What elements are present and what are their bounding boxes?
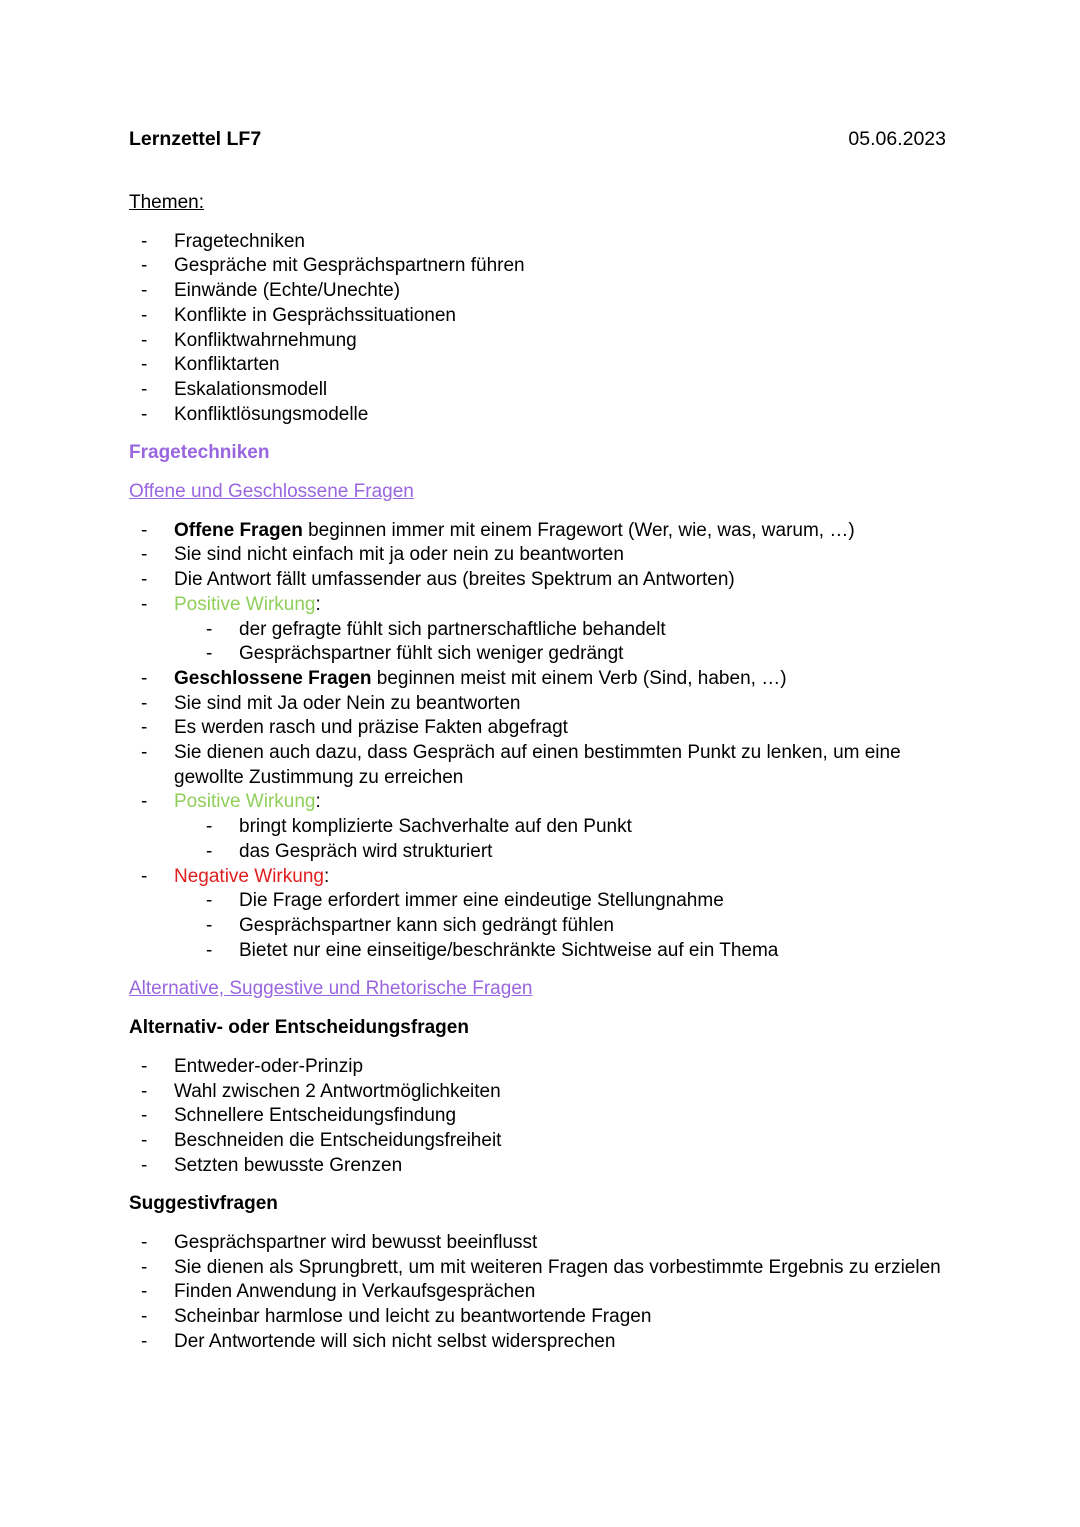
- document-body: [129, 191, 949, 1355]
- section-heading-fragetechniken: Fragetechniken: [129, 442, 270, 464]
- list-item: [129, 519, 949, 544]
- themen-list: [129, 230, 949, 428]
- list-item: - Scheinbar harmlose und leicht zu beantwortende Fragen: [129, 1305, 949, 1330]
- list-item: [129, 790, 949, 815]
- list-item: - Sie dienen auch dazu, dass Gespräch auf einen bestimmten Punkt zu lenken, um eine gewollte Zustimmung zu erreichen: [129, 741, 949, 790]
- list-item: - Bietet nur eine einseitige/beschränkte Sichtweise auf ein Thema: [129, 939, 949, 964]
- suggestivfragen-list: [129, 1231, 949, 1355]
- positive-label: Positive Wirkung: [174, 593, 316, 615]
- document-date: 05.06.2023: [848, 128, 946, 150]
- alternativfragen-list: [129, 1055, 949, 1179]
- list-item: - Schnellere Entscheidungsfindung: [129, 1104, 949, 1129]
- list-item: [129, 593, 949, 618]
- list-item: - das Gespräch wird strukturiert: [129, 840, 949, 865]
- list-item: - Die Antwort fällt umfassender aus (breites Spektrum an Antworten): [129, 568, 949, 593]
- list-item: - Konfliktwahrnehmung: [129, 329, 949, 354]
- bold-term: Offene Fragen: [174, 519, 303, 541]
- list-item: - bringt komplizierte Sachverhalte auf den Punkt: [129, 815, 949, 840]
- heading-suggestivfragen: Suggestivfragen: [129, 1193, 278, 1215]
- list-item: [129, 667, 949, 692]
- bold-term: Geschlossene Fragen: [174, 667, 372, 689]
- list-item: - Konfliktlösungsmodelle: [129, 403, 949, 428]
- positive-label: Positive Wirkung: [174, 791, 316, 813]
- offene-positive-list: [129, 618, 949, 667]
- list-item: - Gesprächspartner fühlt sich weniger gedrängt: [129, 642, 949, 667]
- list-item: - Die Frage erfordert immer eine eindeutige Stellungnahme: [129, 889, 949, 914]
- list-item: - der gefragte fühlt sich partnerschaftliche behandelt: [129, 618, 949, 643]
- list-item: - Einwände (Echte/Unechte): [129, 279, 949, 304]
- document-header: [129, 128, 946, 154]
- list-item: - Beschneiden die Entscheidungsfreiheit: [129, 1129, 949, 1154]
- colon: :: [323, 865, 330, 887]
- geschlossene-negative-label-list: [129, 865, 949, 890]
- list-item: - Finden Anwendung in Verkaufsgesprächen: [129, 1280, 949, 1305]
- list-item: - Fragetechniken: [129, 230, 949, 255]
- list-item: - Gespräche mit Gesprächspartnern führen: [129, 254, 949, 279]
- item-text: beginnen meist mit einem Verb (Sind, haben, …): [371, 667, 787, 689]
- offene-fragen-list: [129, 519, 949, 618]
- list-item: - Setzten bewusste Grenzen: [129, 1154, 949, 1179]
- list-item: - Konfliktarten: [129, 353, 949, 378]
- list-item: - Sie dienen als Sprungbrett, um mit weiteren Fragen das vorbestimmte Ergebnis zu erzielen: [129, 1256, 949, 1281]
- list-item: - Eskalationsmodell: [129, 378, 949, 403]
- list-item: - Entweder-oder-Prinzip: [129, 1055, 949, 1080]
- list-item: - Gesprächspartner kann sich gedrängt fühlen: [129, 914, 949, 939]
- colon: :: [315, 791, 321, 813]
- item-text: beginnen immer mit einem Fragewort (Wer, wie, was, warum, …): [302, 519, 855, 541]
- list-item: - Der Antwortende will sich nicht selbst widersprechen: [129, 1330, 949, 1355]
- list-item: - Konflikte in Gesprächssituationen: [129, 304, 949, 329]
- list-item: - Gesprächspartner wird bewusst beeinflusst: [129, 1231, 949, 1256]
- subsection-link-alternative[interactable]: Alternative, Suggestive und Rhetorische Fragen: [129, 978, 533, 1000]
- geschlossene-fragen-list: [129, 667, 949, 815]
- list-item: - Sie sind mit Ja oder Nein zu beantworten: [129, 692, 949, 717]
- list-item: - Sie sind nicht einfach mit ja oder nein zu beantworten: [129, 543, 949, 568]
- subsection-link-offene-geschlossene[interactable]: Offene und Geschlossene Fragen: [129, 481, 414, 503]
- colon: :: [315, 593, 321, 615]
- themen-label: Themen:: [129, 192, 204, 213]
- heading-alternativfragen: Alternativ- oder Entscheidungsfragen: [129, 1017, 469, 1039]
- list-item: - Wahl zwischen 2 Antwortmöglichkeiten: [129, 1080, 949, 1105]
- list-item: [129, 865, 949, 890]
- geschlossene-positive-list: [129, 815, 949, 864]
- document-title: Lernzettel LF7: [129, 128, 262, 150]
- geschlossene-negative-list: [129, 889, 949, 963]
- negative-label: Negative Wirkung: [174, 865, 324, 887]
- list-item: - Es werden rasch und präzise Fakten abgefragt: [129, 716, 949, 741]
